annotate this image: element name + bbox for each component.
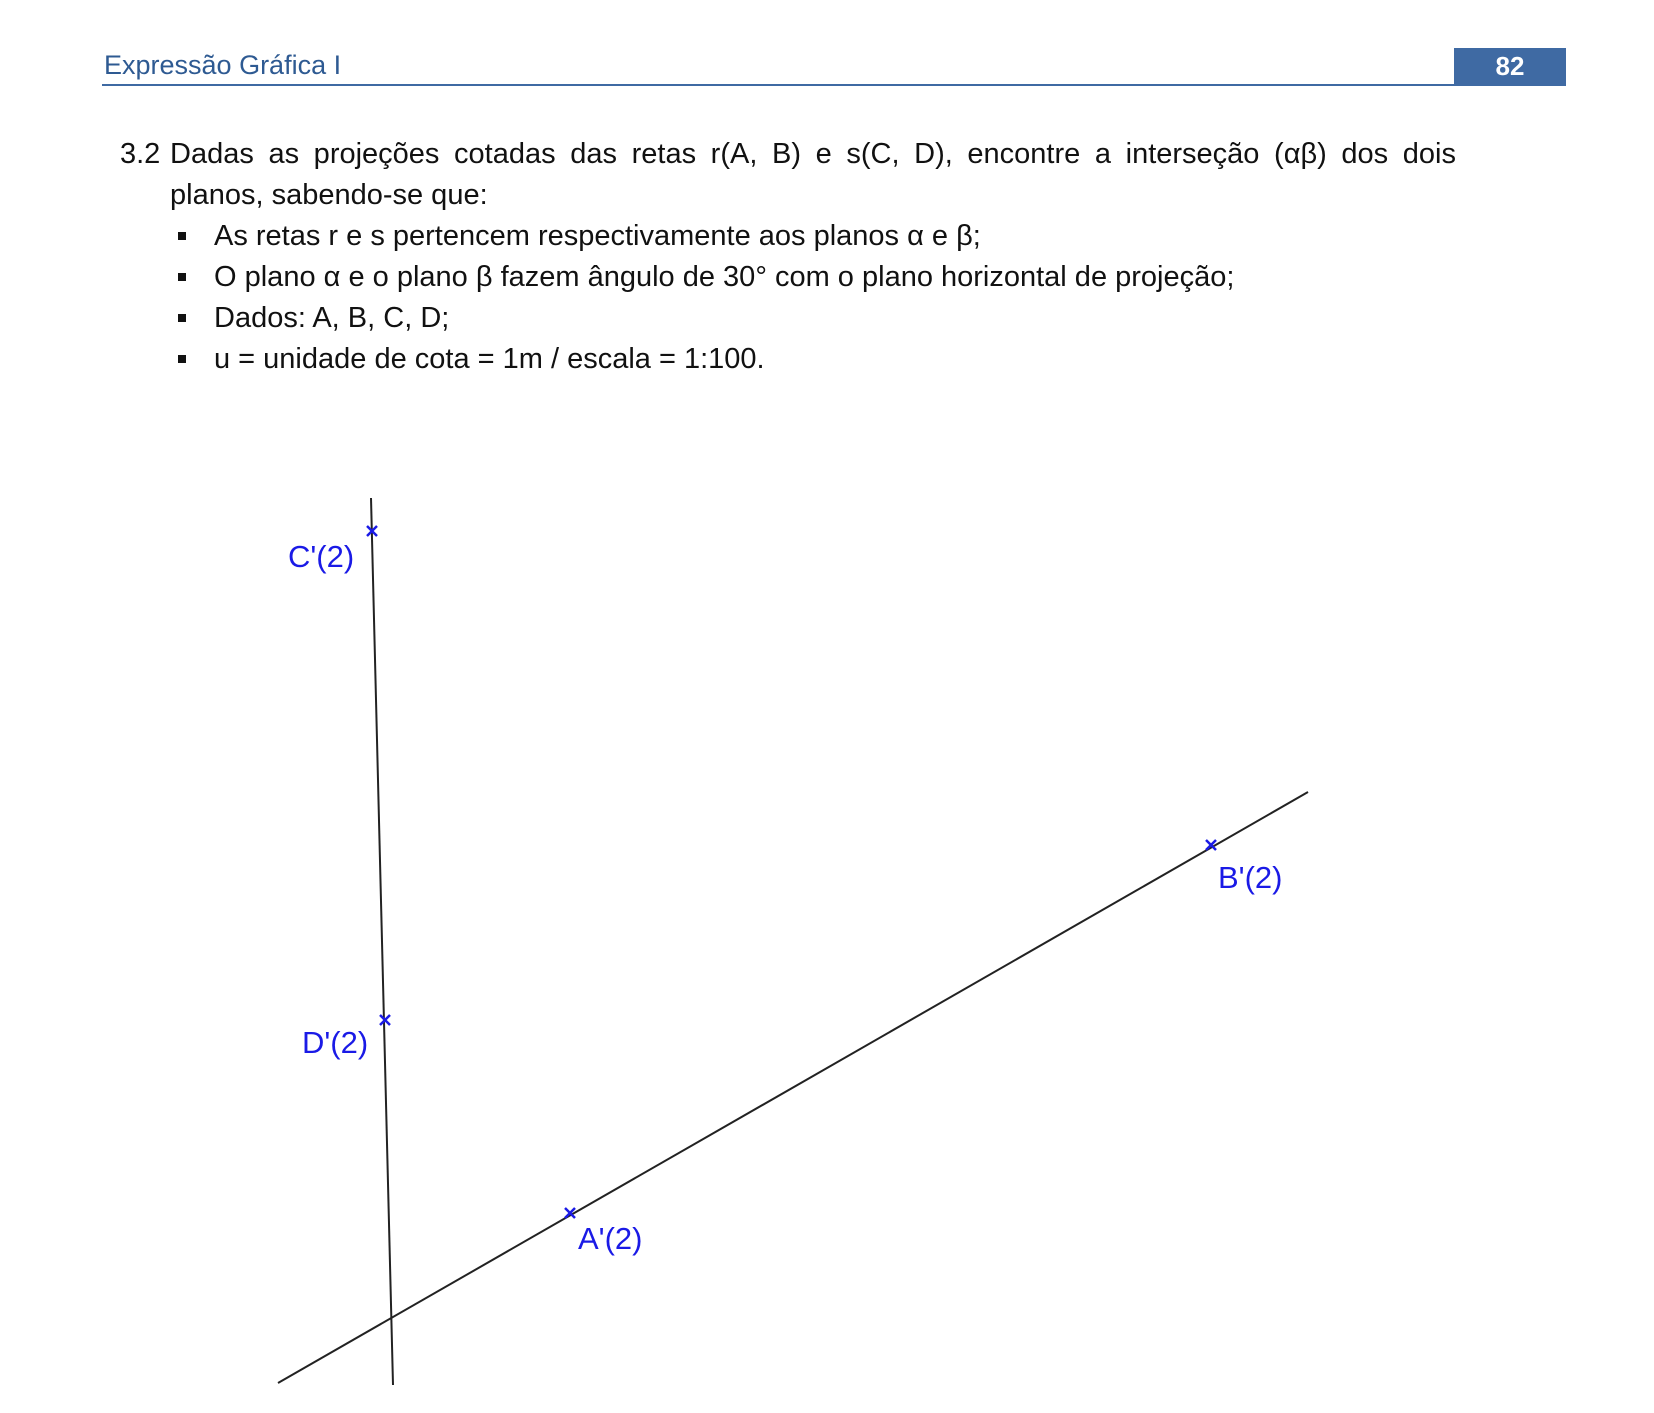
exercise-line-2: planos, sabendo-se que: [170,179,488,211]
running-title: Expressão Gráfica I [104,50,342,80]
list-item-text: Dados: A, B, C, D; [214,302,450,334]
line-r-projection [278,792,1308,1383]
exercise-line-1: Dadas as projeções cotadas das retas r(A, B) e s(C, D), encontre a interseção (αβ) dos dois [170,138,1456,170]
point-a-label: A'(2) [578,1221,643,1256]
point-b-label: B'(2) [1218,860,1283,895]
exercise-number: 3.2 [120,138,161,170]
page-number-badge: 82 [1454,48,1566,84]
line-s-projection [371,498,393,1385]
list-item-text: O plano α e o plano β fazem ângulo de 30° com o plano horizontal de projeção; [214,261,1235,293]
list-item-text: u = unidade de cota = 1m / escala = 1:100. [214,343,765,375]
list-item-text: As retas r e s pertencem respectivamente aos planos α e β; [214,220,981,252]
point-d-label: D'(2) [302,1025,369,1060]
point-c-label: C'(2) [288,539,355,574]
